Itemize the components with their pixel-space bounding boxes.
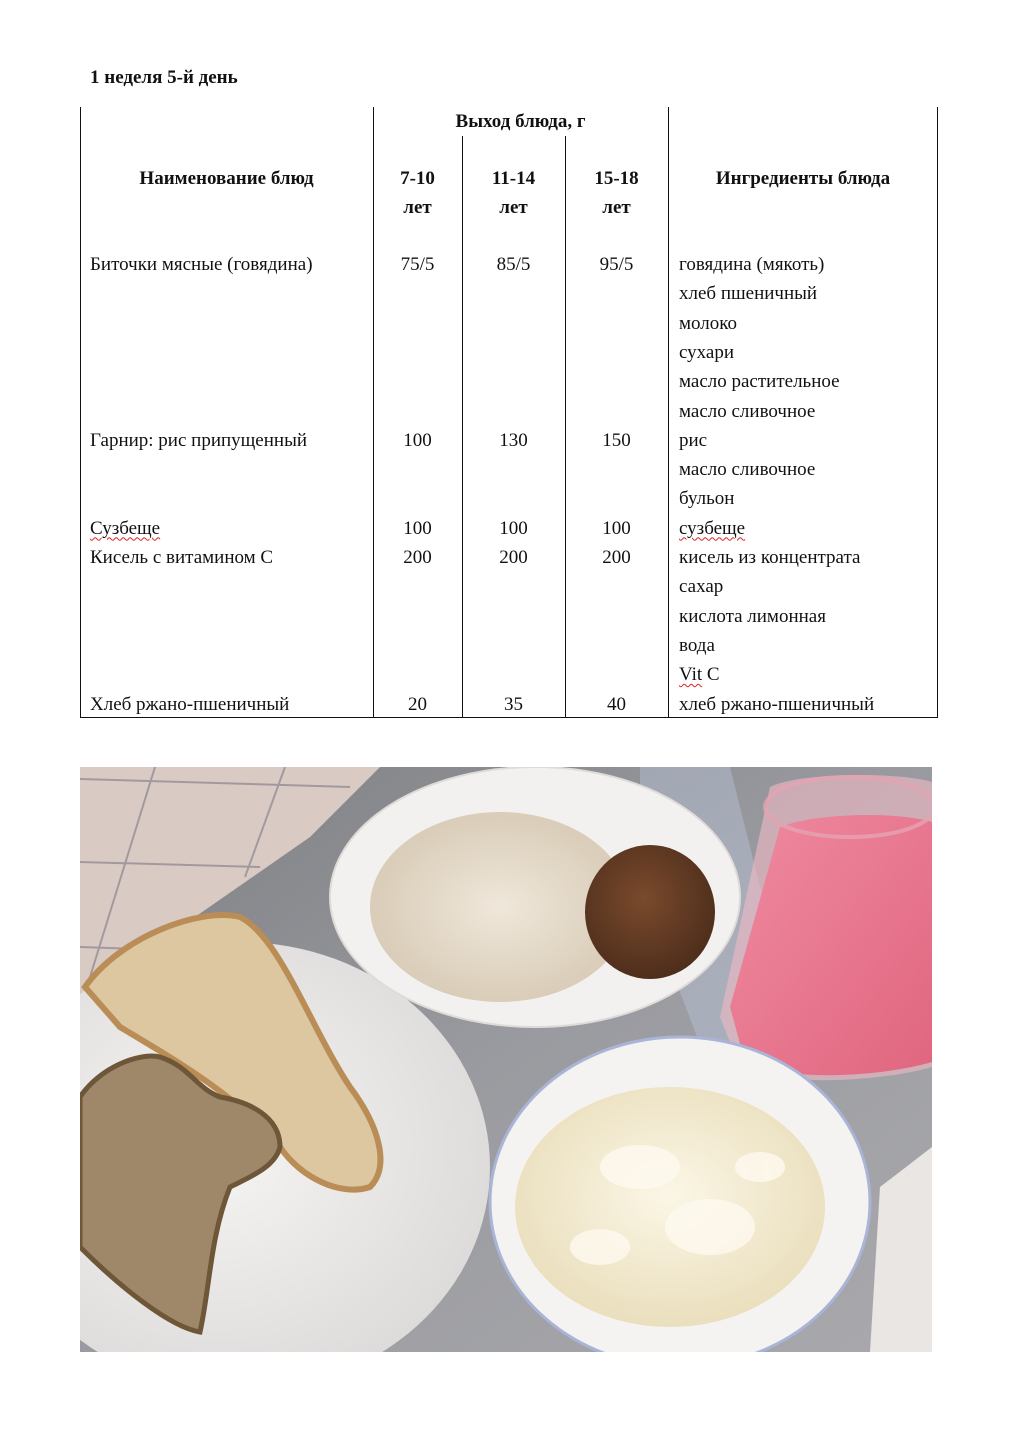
cell-yield-15-18: 200: [602, 547, 631, 568]
meal-photo-image: [80, 767, 932, 1352]
cell-yield-11-14: 200: [499, 547, 528, 568]
cell-yield-7-10: 100: [403, 429, 432, 451]
table-col-divider: [668, 107, 669, 718]
header-age-11-14-unit: лет: [499, 197, 528, 219]
page-heading: 1 неделя 5-й день: [90, 67, 238, 88]
header-age-11-14-range: 11-14: [491, 168, 536, 189]
cell-ingredient: бульон: [679, 488, 735, 510]
header-age-15-18-range: 15-18: [594, 168, 639, 189]
cell-yield-11-14: 100: [499, 517, 528, 539]
cell-ingredient: хлеб пшеничный: [679, 283, 818, 305]
meal-photo: [80, 767, 932, 1352]
cell-yield-7-10: 200: [403, 547, 432, 568]
cell-yield-7-10: 75/5: [400, 254, 435, 275]
cell-dish-name: Гарнир: рис припущенный: [90, 429, 307, 451]
spellcheck-underline: Сузбеще: [90, 517, 161, 539]
header-age-15-18-unit: лет: [602, 197, 631, 219]
table-border-left: [80, 107, 81, 718]
header-dish-name: Наименование блюд: [139, 168, 314, 189]
cell-ingredient: сахар: [679, 576, 724, 598]
cell-yield-7-10: 100: [403, 517, 432, 539]
cell-ingredient: сухари: [679, 341, 735, 363]
cell-yield-11-14: 130: [499, 429, 528, 451]
header-age-11-14: [462, 164, 565, 223]
cell-yield-11-14: 85/5: [496, 254, 531, 275]
cell-dish-name: [90, 514, 370, 543]
table-border-right: [937, 107, 938, 718]
cell-yield-15-18: 150: [602, 429, 631, 451]
cell-ingredient: вода: [679, 634, 715, 656]
cell-ingredient: масло растительное: [679, 371, 840, 393]
cell-ingredient: [679, 514, 934, 543]
cell-ingredient: кисель из концентрата: [679, 547, 861, 568]
header-yield: Выход блюда, г: [455, 111, 586, 132]
cell-ingredient: кислота лимонная: [679, 605, 826, 627]
cell-ingredient: молоко: [679, 312, 738, 334]
cell-ingredient: масло сливочное: [679, 400, 816, 422]
cell-yield-15-18: 100: [602, 517, 631, 539]
menu-table: [80, 107, 938, 718]
cell-ingredient: хлеб ржано-пшеничный: [679, 693, 875, 715]
cell-yield-7-10: 20: [408, 693, 427, 715]
header-age-7-10-unit: лет: [403, 197, 432, 219]
header-age-15-18: [565, 164, 668, 223]
cell-dish-name: Кисель с витамином С: [90, 547, 274, 568]
cell-ingredient: рис: [679, 429, 708, 451]
header-age-7-10-range: 7-10: [400, 168, 435, 189]
header-age-7-10: [373, 164, 462, 223]
cell-dish-name: Биточки мясные (говядина): [90, 254, 313, 275]
cell-dish-name: Хлеб ржано-пшеничный: [90, 693, 290, 715]
cell-ingredient: говядина (мякоть): [679, 254, 825, 275]
cell-ingredient: Vit C: [679, 664, 720, 686]
spellcheck-underline: Vit: [679, 664, 703, 686]
cell-yield-11-14: 35: [504, 693, 523, 715]
cell-ingredient: масло сливочное: [679, 459, 816, 481]
spellcheck-underline: сузбеще: [679, 517, 746, 539]
header-ingredients: Ингредиенты блюда: [715, 168, 891, 189]
cell-yield-15-18: 40: [607, 693, 626, 715]
cell-yield-15-18: 95/5: [599, 254, 634, 275]
